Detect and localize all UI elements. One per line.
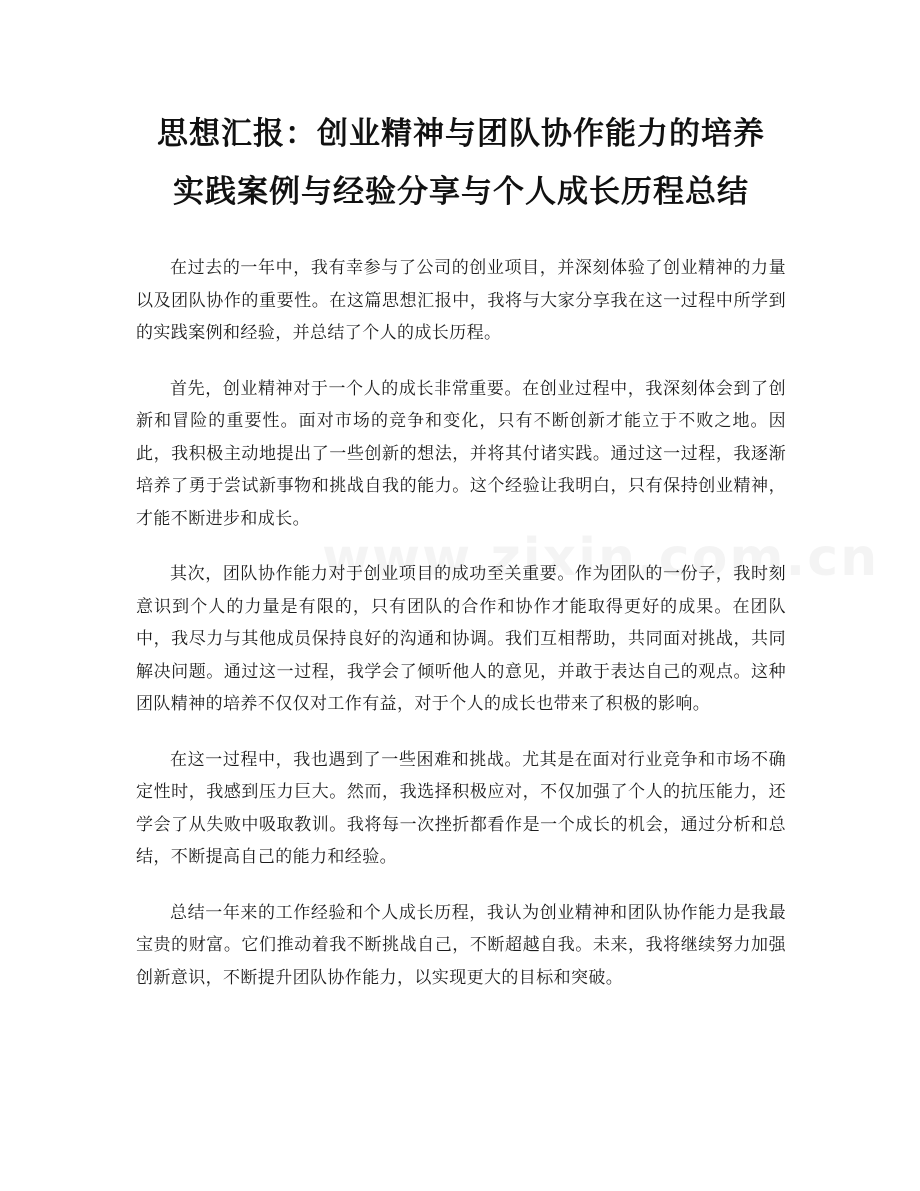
title-line-2: 实践案例与经验分享与个人成长历程总结 bbox=[173, 174, 749, 210]
document-title bbox=[136, 105, 786, 221]
paragraph-5: 总结一年来的工作经验和个人成长历程，我认为创业精神和团队协作能力是我最宝贵的财富。它们推动着我不断挑战自己，不断超越自我。未来，我将继续努力加强创新意识，不断提升团队协作能力，以实现更大的目标和突破。 bbox=[136, 902, 786, 988]
paragraph-3: 其次，团队协作能力对于创业项目的成功至关重要。作为团队的一份子，我时刻意识到个人的力量是有限的，只有团队的合作和协作才能取得更好的成果。在团队中，我尽力与其他成员保持良好的沟通和协调。我们互相帮助，共同面对挑战，共同解决问题。通过这一过程，我学会了倾听他人的意见，并敢于表达自己的观点。这种团队精神的培养不仅仅对工作有益，对于个人的成长也带来了积极的影响。 bbox=[136, 564, 786, 714]
title-line-1: 思想汇报：创业精神与团队协作能力的培养 bbox=[157, 116, 765, 152]
paragraph-1: 在过去的一年中，我有幸参与了公司的创业项目，并深刻体验了创业精神的力量以及团队协作的重要性。在这篇思想汇报中，我将与大家分享我在这一过程中所学到的实践案例和经验，并总结了个人的成长历程。 bbox=[136, 258, 786, 343]
paragraph-4: 在这一过程中，我也遇到了一些困难和挑战。尤其是在面对行业竞争和市场不确定性时，我感到压力巨大。然而，我选择积极应对，不仅加强了个人的抗压能力，还学会了从失败中吸取教训。我将每一次挫折都看作是一个成长的机会，通过分析和总结，不断提高自己的能力和经验。 bbox=[136, 749, 786, 867]
document-body bbox=[136, 252, 786, 994]
paragraph-2: 首先，创业精神对于一个人的成长非常重要。在创业过程中，我深刻体会到了创新和冒险的重要性。面对市场的竞争和变化，只有不断创新才能立于不败之地。因此，我积极主动地提出了一些创新的想法，并将其付诸实践。通过这一过程，我逐渐培养了勇于尝试新事物和挑战自我的能力。这个经验让我明白，只有保持创业精神，才能不断进步和成长。 bbox=[136, 378, 786, 529]
